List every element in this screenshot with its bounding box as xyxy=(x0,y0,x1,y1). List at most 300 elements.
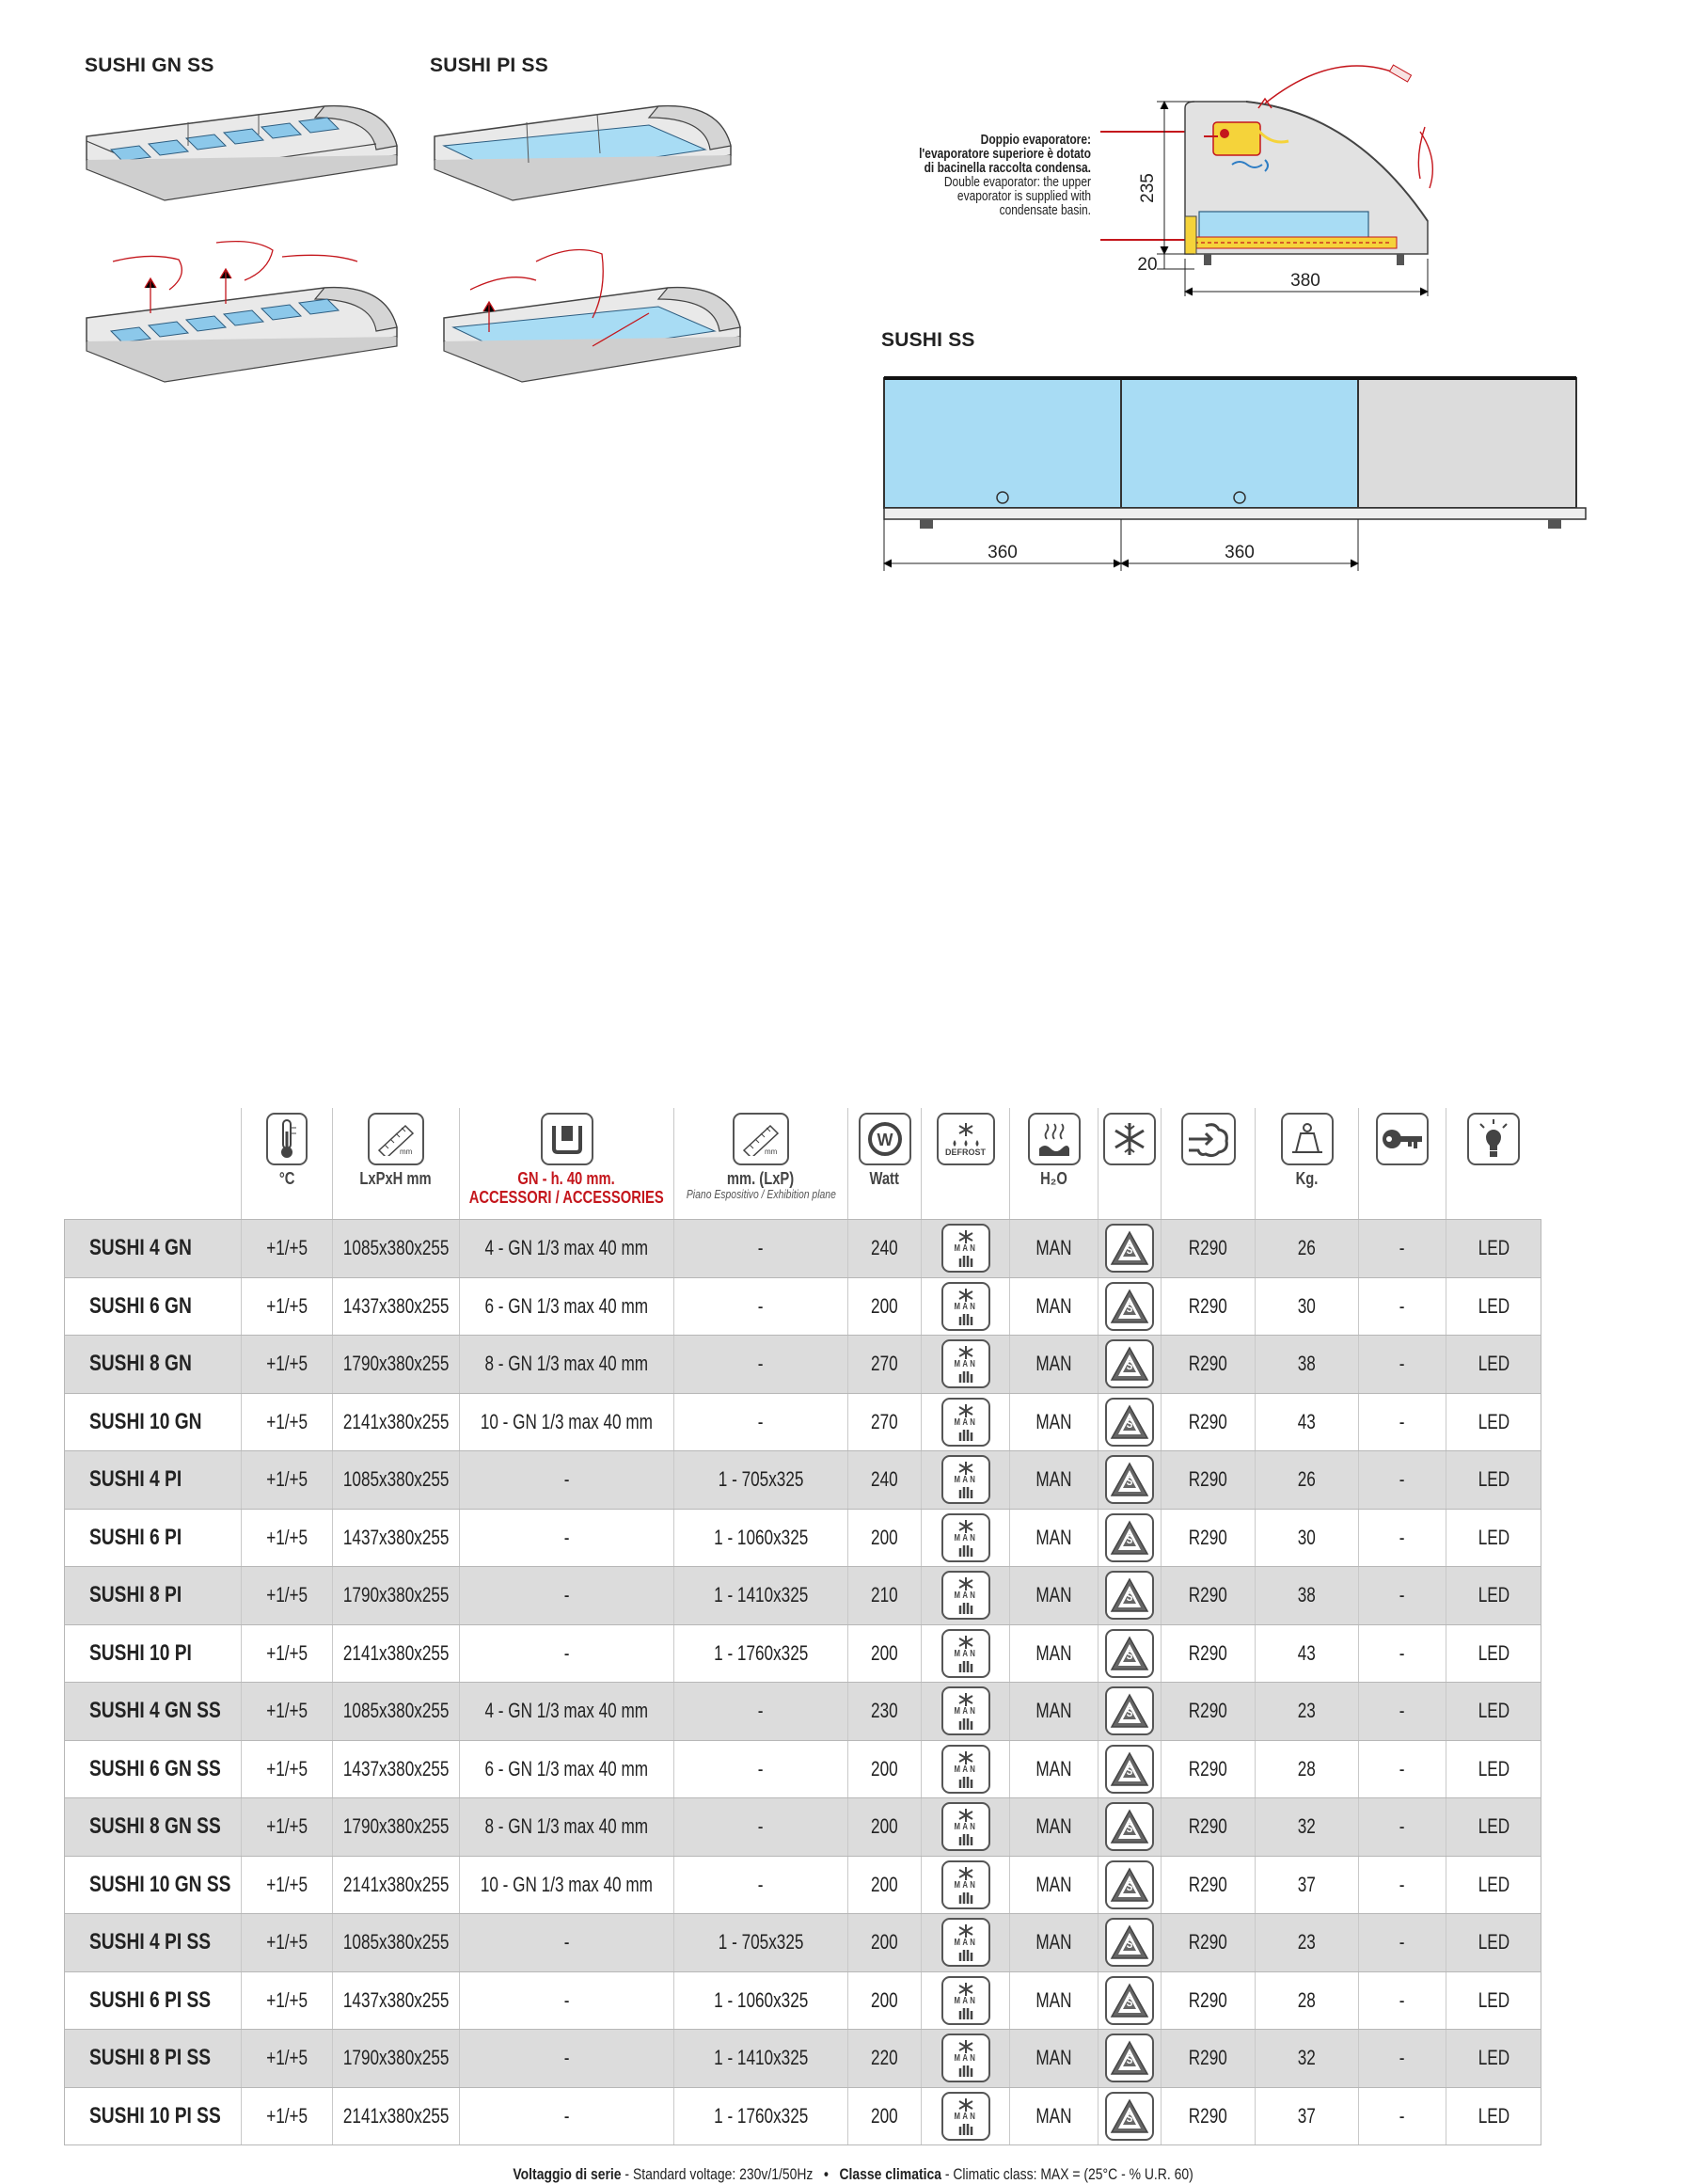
watt-cell xyxy=(847,1394,921,1451)
gn-accessories-cell xyxy=(459,1683,673,1740)
static-cooling-icon xyxy=(1105,1745,1154,1794)
exhibition-plane-cell xyxy=(673,1798,847,1856)
refrigerant-value: R290 xyxy=(1188,1583,1228,1607)
weight-value: 23 xyxy=(1297,1930,1317,1955)
light-value: LED xyxy=(1478,2103,1509,2128)
static-cooling-label: S xyxy=(1126,1531,1133,1546)
refrigerant-value: R290 xyxy=(1188,1756,1228,1780)
manual-defrost-icon xyxy=(941,1282,990,1331)
exhibition-plane-value: - xyxy=(758,1699,764,1723)
dimensions-cell xyxy=(332,2030,459,2087)
light-value: LED xyxy=(1478,1467,1509,1492)
heading-sushi-gn-ss: SUSHI GN SS xyxy=(85,55,214,76)
static-cooling-label: S xyxy=(1126,1474,1133,1489)
header-defrost-label: DEFROST xyxy=(944,1147,986,1157)
temp-range-value: +1/+5 xyxy=(266,1756,308,1780)
light-cell xyxy=(1446,1857,1541,1914)
gn-accessories-cell xyxy=(459,1914,673,1971)
exhibition-plane-cell xyxy=(673,1914,847,1971)
key-cell xyxy=(1358,1625,1446,1683)
refrigerant-value: R290 xyxy=(1188,1640,1228,1665)
light-cell xyxy=(1446,1220,1541,1277)
static-cooling-icon xyxy=(1105,2092,1154,2141)
weight-value: 26 xyxy=(1297,1236,1317,1260)
table-row xyxy=(64,1972,1541,2031)
key-cell xyxy=(1358,1394,1446,1451)
gn-accessories-value: 6 - GN 1/3 max 40 mm xyxy=(484,1756,649,1780)
watt-value: 230 xyxy=(871,1699,898,1723)
exhibition-plane-value: - xyxy=(758,1352,764,1376)
water-value: MAN xyxy=(1035,1583,1072,1607)
cooling-cell xyxy=(1098,1798,1161,1856)
manual-defrost-label: MAN xyxy=(954,1591,977,1602)
light-cell xyxy=(1446,1278,1541,1336)
gn-accessories-value: - xyxy=(563,1930,570,1955)
exhibition-plane-cell xyxy=(673,1220,847,1277)
gn-accessories-value: - xyxy=(563,2103,570,2128)
manual-defrost-icon xyxy=(941,1455,990,1504)
gn-accessories-value: - xyxy=(563,1583,570,1607)
exhibition-plane-cell xyxy=(673,1510,847,1567)
model-name-value: SUSHI 4 GN SS xyxy=(89,1698,221,1724)
gn-accessories-value: 10 - GN 1/3 max 40 mm xyxy=(480,1872,654,1896)
cooling-cell xyxy=(1098,1278,1161,1336)
key-cell xyxy=(1358,1683,1446,1740)
cooling-cell xyxy=(1098,1220,1161,1277)
light-value: LED xyxy=(1478,1872,1509,1896)
exhibition-plane-value: 1 - 1760x325 xyxy=(713,2103,809,2128)
light-cell xyxy=(1446,1336,1541,1393)
static-cooling-label: S xyxy=(1126,1358,1133,1373)
defrost-cell xyxy=(921,1798,1009,1856)
weight-cell xyxy=(1255,1741,1358,1798)
gn-accessories-value: 4 - GN 1/3 max 40 mm xyxy=(484,1699,649,1723)
water-cell xyxy=(1009,1510,1098,1567)
static-cooling-label: S xyxy=(1126,1878,1133,1893)
table-row xyxy=(64,2088,1541,2146)
table-row xyxy=(64,1567,1541,1625)
model-name-value: SUSHI 6 GN SS xyxy=(89,1755,221,1781)
gn-accessories-value: 10 - GN 1/3 max 40 mm xyxy=(480,1409,654,1433)
table-row xyxy=(64,1741,1541,1799)
weight-cell xyxy=(1255,1278,1358,1336)
manual-defrost-label: MAN xyxy=(954,1475,977,1486)
refrigerant-value: R290 xyxy=(1188,1814,1228,1839)
temp-range-cell xyxy=(241,1857,332,1914)
dimensions-value: 1085x380x255 xyxy=(342,1930,450,1955)
key-value: - xyxy=(1399,1987,1405,2012)
watt-value: 200 xyxy=(871,1525,898,1549)
model-name-cell xyxy=(64,1914,241,1971)
key-value: - xyxy=(1399,1409,1405,1433)
heading-sushi-pi-ss: SUSHI PI SS xyxy=(430,55,548,76)
cooling-cell xyxy=(1098,1857,1161,1914)
header-temp xyxy=(241,1108,332,1219)
weight-value: 38 xyxy=(1297,1352,1317,1376)
temp-range-cell xyxy=(241,1510,332,1567)
weight-cell xyxy=(1255,2030,1358,2087)
weight-value: 37 xyxy=(1297,2103,1317,2128)
static-cooling-icon xyxy=(1105,1976,1154,2025)
dimensions-cell xyxy=(332,1278,459,1336)
dimensions-value: 2141x380x255 xyxy=(342,1872,450,1896)
spec-table xyxy=(64,1219,1541,2145)
weight-value: 30 xyxy=(1297,1525,1317,1549)
static-cooling-icon xyxy=(1105,1629,1154,1678)
table-header xyxy=(64,1108,1541,1219)
model-name-value: SUSHI 4 PI xyxy=(89,1466,182,1493)
light-cell xyxy=(1446,2088,1541,2145)
manual-defrost-icon xyxy=(941,1802,990,1851)
refrigerant-gas-icon xyxy=(1181,1113,1236,1165)
water-cell xyxy=(1009,1914,1098,1971)
refrigerant-value: R290 xyxy=(1188,1872,1228,1896)
refrigerant-cell xyxy=(1161,1451,1255,1509)
water-value: MAN xyxy=(1035,1525,1072,1549)
dimensions-value: 2141x380x255 xyxy=(342,1409,450,1433)
exhibition-plane-value: - xyxy=(758,1409,764,1433)
water-value: MAN xyxy=(1035,1640,1072,1665)
svg-text:mm: mm xyxy=(765,1147,778,1156)
table-row xyxy=(64,1451,1541,1510)
light-value: LED xyxy=(1478,1236,1509,1260)
light-value: LED xyxy=(1478,1409,1509,1433)
watt-value: 200 xyxy=(871,1293,898,1318)
gn-accessories-value: 8 - GN 1/3 max 40 mm xyxy=(484,1814,649,1839)
temp-range-cell xyxy=(241,1567,332,1624)
exhibition-plane-value: 1 - 1410x325 xyxy=(713,2046,809,2070)
gn-tray-icon xyxy=(541,1113,593,1165)
model-name-cell xyxy=(64,2088,241,2145)
weight-value: 28 xyxy=(1297,1987,1317,2012)
weight-cell xyxy=(1255,1798,1358,1856)
defrost-cell xyxy=(921,1567,1009,1624)
temp-range-value: +1/+5 xyxy=(266,1352,308,1376)
exhibition-plane-value: 1 - 1760x325 xyxy=(713,1640,809,1665)
cooling-cell xyxy=(1098,2088,1161,2145)
table-row xyxy=(64,1857,1541,1915)
dimensions-cell xyxy=(332,1741,459,1798)
refrigerant-cell xyxy=(1161,1914,1255,1971)
manual-defrost-label: MAN xyxy=(954,1416,977,1428)
model-name-cell xyxy=(64,1567,241,1624)
static-cooling-label: S xyxy=(1126,1300,1133,1315)
water-cell xyxy=(1009,1857,1098,1914)
light-cell xyxy=(1446,1798,1541,1856)
gn-accessories-cell xyxy=(459,1972,673,2030)
light-cell xyxy=(1446,2030,1541,2087)
water-value: MAN xyxy=(1035,1987,1072,2012)
model-name-cell xyxy=(64,1451,241,1509)
static-cooling-icon xyxy=(1105,1918,1154,1967)
key-cell xyxy=(1358,1972,1446,2030)
manual-defrost-icon xyxy=(941,1571,990,1620)
manual-defrost-label: MAN xyxy=(954,1706,977,1717)
cooling-cell xyxy=(1098,1510,1161,1567)
manual-defrost-icon xyxy=(941,1918,990,1967)
model-name-cell xyxy=(64,1336,241,1393)
temp-range-cell xyxy=(241,2030,332,2087)
key-value: - xyxy=(1399,1525,1405,1549)
weight-value: 43 xyxy=(1297,1640,1317,1665)
water-cell xyxy=(1009,2030,1098,2087)
manual-defrost-label: MAN xyxy=(954,1301,977,1312)
gn-accessories-cell xyxy=(459,1857,673,1914)
model-name-cell xyxy=(64,1278,241,1336)
cooling-cell xyxy=(1098,1914,1161,1971)
temp-range-cell xyxy=(241,1278,332,1336)
temp-range-value: +1/+5 xyxy=(266,1293,308,1318)
light-value: LED xyxy=(1478,1640,1509,1665)
light-value: LED xyxy=(1478,1293,1509,1318)
water-cell xyxy=(1009,1625,1098,1683)
light-value: LED xyxy=(1478,1583,1509,1607)
dimensions-cell xyxy=(332,1914,459,1971)
note-it-line-2: l'evaporatore superiore è dotato xyxy=(919,146,1091,162)
temp-range-cell xyxy=(241,1220,332,1277)
defrost-cell xyxy=(921,1683,1009,1740)
key-cell xyxy=(1358,1336,1446,1393)
water-cell xyxy=(1009,1798,1098,1856)
defrost-cell xyxy=(921,2088,1009,2145)
water-cell xyxy=(1009,2088,1098,2145)
light-cell xyxy=(1446,1741,1541,1798)
manual-defrost-label: MAN xyxy=(954,1359,977,1370)
header-watt xyxy=(847,1108,921,1219)
temp-range-value: +1/+5 xyxy=(266,2103,308,2128)
key-value: - xyxy=(1399,1930,1405,1955)
dimensions-value: 1790x380x255 xyxy=(342,1352,450,1376)
header-cooling xyxy=(1098,1108,1161,1219)
dimensions-value: 1085x380x255 xyxy=(342,1467,450,1492)
cooling-cell xyxy=(1098,1336,1161,1393)
watt-value: 200 xyxy=(871,1756,898,1780)
temp-range-value: +1/+5 xyxy=(266,1467,308,1492)
key-value: - xyxy=(1399,2103,1405,2128)
header-gn-label-1: GN - h. 40 mm. xyxy=(517,1169,616,1188)
weight-cell xyxy=(1255,1625,1358,1683)
key-icon xyxy=(1376,1113,1429,1165)
refrigerant-value: R290 xyxy=(1188,1236,1228,1260)
header-gas xyxy=(1161,1108,1255,1219)
defrost-cell xyxy=(921,1741,1009,1798)
model-name-value: SUSHI 4 GN xyxy=(89,1235,192,1261)
key-value: - xyxy=(1399,1352,1405,1376)
table-row xyxy=(64,1798,1541,1857)
gn-accessories-value: - xyxy=(563,1987,570,2012)
key-value: - xyxy=(1399,1236,1405,1260)
static-cooling-label: S xyxy=(1126,2052,1133,2067)
temp-range-cell xyxy=(241,1451,332,1509)
light-value: LED xyxy=(1478,1814,1509,1839)
manual-defrost-label: MAN xyxy=(954,1879,977,1891)
key-cell xyxy=(1358,1857,1446,1914)
model-name-cell xyxy=(64,1857,241,1914)
ruler-icon xyxy=(368,1113,424,1165)
dimensions-cell xyxy=(332,1510,459,1567)
weight-value: 23 xyxy=(1297,1699,1317,1723)
static-cooling-label: S xyxy=(1126,1242,1133,1258)
dimensions-value: 1437x380x255 xyxy=(342,1756,450,1780)
weight-value: 30 xyxy=(1297,1293,1317,1318)
static-cooling-label: S xyxy=(1126,1994,1133,2009)
header-weight xyxy=(1255,1108,1358,1219)
light-cell xyxy=(1446,1914,1541,1971)
temp-range-value: +1/+5 xyxy=(266,1409,308,1433)
dimensions-value: 2141x380x255 xyxy=(342,2103,450,2128)
refrigerant-cell xyxy=(1161,1798,1255,1856)
sushi-gn-ss-open-drawing xyxy=(75,233,414,384)
temp-range-cell xyxy=(241,1336,332,1393)
manual-defrost-label: MAN xyxy=(954,1995,977,2006)
manual-defrost-icon xyxy=(941,1224,990,1273)
manual-defrost-label: MAN xyxy=(954,1243,977,1255)
header-gn xyxy=(459,1108,673,1219)
water-value: MAN xyxy=(1035,2046,1072,2070)
manual-defrost-label: MAN xyxy=(954,1764,977,1775)
watt-cell xyxy=(847,1567,921,1624)
cooling-cell xyxy=(1098,1567,1161,1624)
gn-accessories-cell xyxy=(459,1278,673,1336)
refrigerant-value: R290 xyxy=(1188,1352,1228,1376)
header-size-label: LxPxH mm xyxy=(359,1169,433,1188)
defrost-cell xyxy=(921,1510,1009,1567)
static-cooling-icon xyxy=(1105,1513,1154,1562)
exhibition-plane-cell xyxy=(673,1567,847,1624)
watt-cell xyxy=(847,1741,921,1798)
gn-accessories-value: - xyxy=(563,1467,570,1492)
gn-accessories-cell xyxy=(459,1798,673,1856)
header-light xyxy=(1446,1108,1541,1219)
header-defrost xyxy=(921,1108,1009,1219)
sushi-pi-ss-closed-drawing xyxy=(423,89,743,202)
watt-value: 240 xyxy=(871,1236,898,1260)
refrigerant-cell xyxy=(1161,1683,1255,1740)
watt-cell xyxy=(847,2030,921,2087)
defrost-cell xyxy=(921,2030,1009,2087)
weight-cell xyxy=(1255,1857,1358,1914)
weight-cell xyxy=(1255,1336,1358,1393)
weight-cell xyxy=(1255,1567,1358,1624)
refrigerant-value: R290 xyxy=(1188,1699,1228,1723)
water-value: MAN xyxy=(1035,1756,1072,1780)
exhibition-plane-value: 1 - 1060x325 xyxy=(713,1987,809,2012)
gn-accessories-cell xyxy=(459,1394,673,1451)
dim-left-360: 360 xyxy=(988,543,1018,562)
refrigerant-cell xyxy=(1161,2030,1255,2087)
dim-height: 235 xyxy=(1138,173,1158,203)
dimensions-value: 1085x380x255 xyxy=(342,1236,450,1260)
water-value: MAN xyxy=(1035,1236,1072,1260)
weight-value: 32 xyxy=(1297,1814,1317,1839)
exhibition-plane-cell xyxy=(673,1625,847,1683)
watt-value: 240 xyxy=(871,1467,898,1492)
exhibition-plane-value: - xyxy=(758,1756,764,1780)
table-row xyxy=(64,2030,1541,2088)
refrigerant-value: R290 xyxy=(1188,1293,1228,1318)
dimensions-cell xyxy=(332,1220,459,1277)
power-icon xyxy=(859,1113,911,1165)
manual-defrost-label: MAN xyxy=(954,2111,977,2122)
refrigerant-cell xyxy=(1161,1220,1255,1277)
temp-range-value: +1/+5 xyxy=(266,1640,308,1665)
temp-range-cell xyxy=(241,1683,332,1740)
weight-cell xyxy=(1255,1451,1358,1509)
note-it-line-3: di bacinella raccolta condensa. xyxy=(924,160,1091,176)
manual-defrost-icon xyxy=(941,2092,990,2141)
light-value: LED xyxy=(1478,2046,1509,2070)
static-cooling-icon xyxy=(1105,1339,1154,1388)
key-cell xyxy=(1358,1278,1446,1336)
dimensions-cell xyxy=(332,1567,459,1624)
refrigerant-cell xyxy=(1161,1625,1255,1683)
exhibition-plane-cell xyxy=(673,1394,847,1451)
temp-range-cell xyxy=(241,1625,332,1683)
weight-value: 26 xyxy=(1297,1467,1317,1492)
watt-value: 200 xyxy=(871,1814,898,1839)
weight-value: 37 xyxy=(1297,1872,1317,1896)
weight-icon xyxy=(1281,1113,1334,1165)
thermometer-icon xyxy=(266,1113,308,1165)
water-value: MAN xyxy=(1035,1352,1072,1376)
water-value: MAN xyxy=(1035,2103,1072,2128)
watt-cell xyxy=(847,1278,921,1336)
section-drawing xyxy=(1091,56,1486,310)
gn-accessories-value: 4 - GN 1/3 max 40 mm xyxy=(484,1236,649,1260)
cooling-cell xyxy=(1098,1451,1161,1509)
header-water xyxy=(1009,1108,1098,1219)
model-name-value: SUSHI 10 GN SS xyxy=(89,1871,231,1897)
light-cell xyxy=(1446,1567,1541,1624)
snowflake-icon xyxy=(1103,1113,1156,1165)
manual-defrost-icon xyxy=(941,2034,990,2082)
table-row xyxy=(64,1220,1541,1278)
manual-defrost-label: MAN xyxy=(954,1822,977,1833)
gn-accessories-cell xyxy=(459,1336,673,1393)
key-value: - xyxy=(1399,1756,1405,1780)
static-cooling-icon xyxy=(1105,1455,1154,1504)
light-cell xyxy=(1446,1683,1541,1740)
gn-accessories-value: - xyxy=(563,1640,570,1665)
weight-cell xyxy=(1255,2088,1358,2145)
dimensions-value: 1085x380x255 xyxy=(342,1699,450,1723)
temp-range-cell xyxy=(241,1741,332,1798)
static-cooling-icon xyxy=(1105,1860,1154,1909)
dimensions-value: 1437x380x255 xyxy=(342,1293,450,1318)
temp-range-value: +1/+5 xyxy=(266,1525,308,1549)
gn-accessories-cell xyxy=(459,1510,673,1567)
front-elevation-drawing xyxy=(875,369,1589,576)
weight-cell xyxy=(1255,1683,1358,1740)
static-cooling-icon xyxy=(1105,1802,1154,1851)
table-row xyxy=(64,1510,1541,1568)
refrigerant-cell xyxy=(1161,1567,1255,1624)
exhibition-plane-value: - xyxy=(758,1236,764,1260)
exhibition-plane-cell xyxy=(673,1741,847,1798)
cooling-cell xyxy=(1098,2030,1161,2087)
heading-sushi-ss: SUSHI SS xyxy=(881,329,975,351)
weight-cell xyxy=(1255,1914,1358,1971)
refrigerant-value: R290 xyxy=(1188,1467,1228,1492)
model-name-cell xyxy=(64,1220,241,1277)
refrigerant-value: R290 xyxy=(1188,1930,1228,1955)
defrost-cell xyxy=(921,1220,1009,1277)
refrigerant-value: R290 xyxy=(1188,2103,1228,2128)
water-value: MAN xyxy=(1035,1814,1072,1839)
voltage-label: Voltaggio di serie xyxy=(513,2165,622,2183)
water-value: MAN xyxy=(1035,1872,1072,1896)
ruler-mm-icon xyxy=(733,1113,789,1165)
